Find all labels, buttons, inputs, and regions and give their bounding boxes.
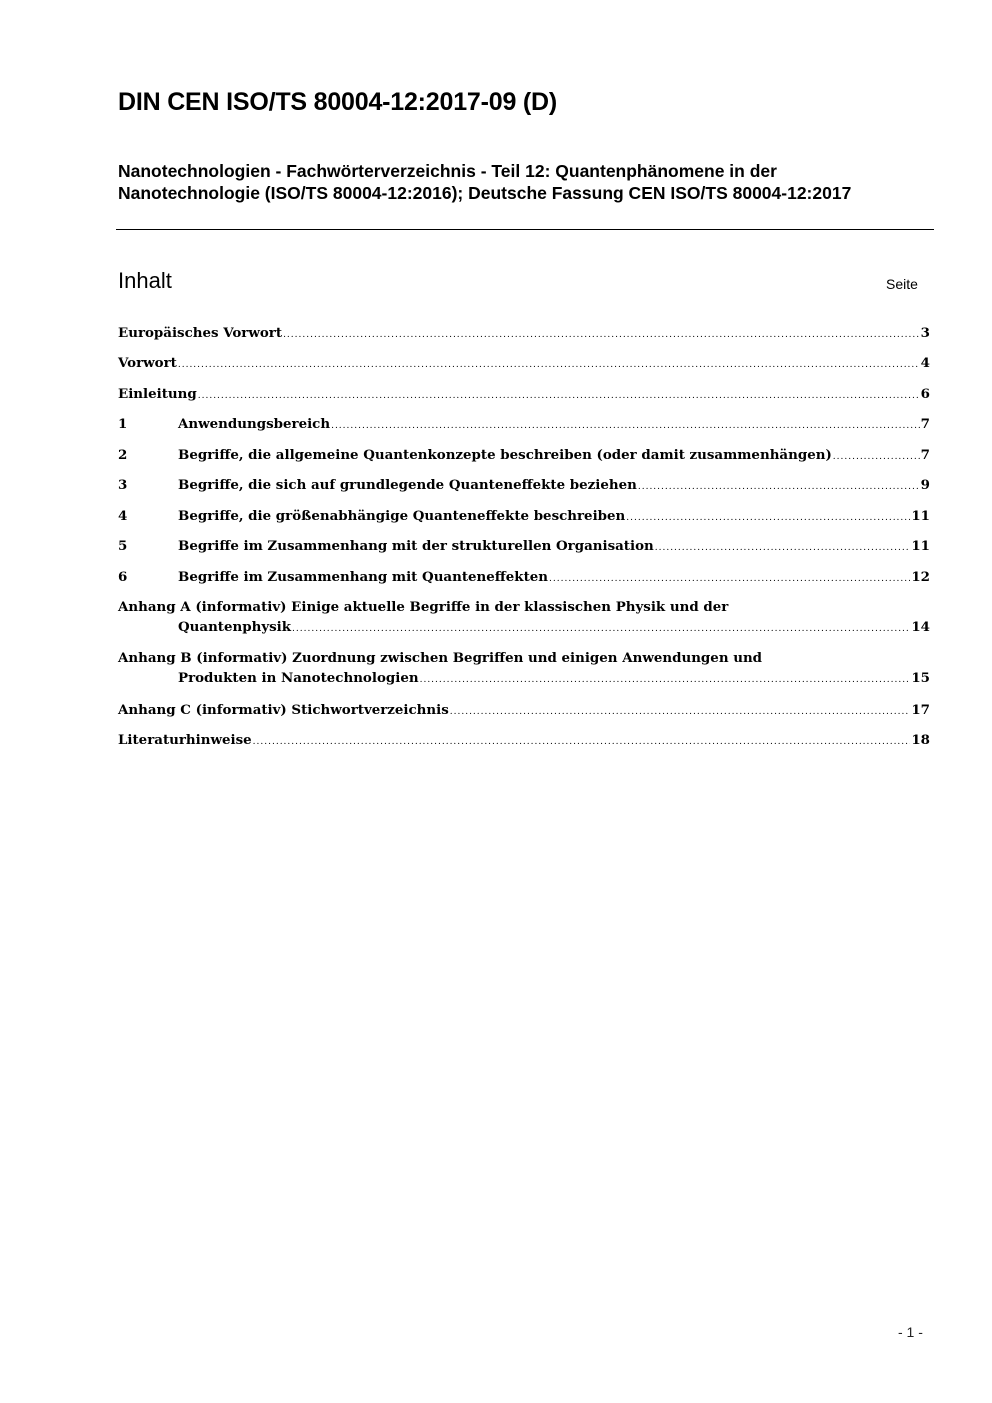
toc-entry-section-5[interactable] xyxy=(118,538,930,558)
toc-entry-title-line1: Anhang A (informativ) Einige aktuelle Begriffe in der klassischen Physik und der xyxy=(118,599,729,615)
dot-leader xyxy=(450,707,911,717)
toc-entry-anhang-b[interactable] xyxy=(118,650,930,690)
toc-entry-title: Begriffe, die größenabhängige Quanteneffekte beschreiben xyxy=(178,508,626,524)
document-title: DIN CEN ISO/TS 80004-12:2017-09 (D) xyxy=(118,88,558,116)
title-divider xyxy=(116,229,934,230)
toc-entry-title: Vorwort xyxy=(118,355,177,371)
toc-entry-page: 7 xyxy=(920,447,930,463)
toc-entry-page: 11 xyxy=(911,538,930,554)
toc-entry-title-line1: Anhang B (informativ) Zuordnung zwischen Begriffen und einigen Anwendungen und xyxy=(118,650,763,666)
dot-leader xyxy=(283,330,920,340)
toc-entry-section-3[interactable] xyxy=(118,477,930,497)
toc-entry-europaeisches-vorwort[interactable] xyxy=(118,325,930,345)
dot-leader xyxy=(198,391,920,401)
toc-entry-title: Begriffe im Zusammenhang mit Quanteneffekten xyxy=(178,569,549,585)
toc-entry-page: 4 xyxy=(920,355,930,371)
page-number: - 1 - xyxy=(898,1324,923,1340)
toc-entry-number: 2 xyxy=(118,447,128,463)
toc-entry-number: 3 xyxy=(118,477,128,493)
toc-entry-number: 6 xyxy=(118,569,128,585)
toc-entry-section-1[interactable] xyxy=(118,416,930,436)
toc-entry-page: 9 xyxy=(920,477,930,493)
toc-entry-title-line2: Quantenphysik xyxy=(178,619,292,635)
toc-entry-title-line2: Produkten in Nanotechnologien xyxy=(178,670,419,686)
dot-leader xyxy=(292,624,910,634)
toc-entry-section-2[interactable] xyxy=(118,447,930,467)
dot-leader xyxy=(626,513,910,523)
toc-entry-anhang-a[interactable] xyxy=(118,599,930,639)
toc-entry-title: Anwendungsbereich xyxy=(178,416,331,432)
toc-entry-page: 18 xyxy=(911,732,930,748)
toc-entry-page: 12 xyxy=(911,569,930,585)
toc-entry-page: 3 xyxy=(920,325,930,341)
toc-entry-vorwort[interactable] xyxy=(118,355,930,375)
toc-entry-title: Begriffe im Zusammenhang mit der strukturellen Organisation xyxy=(178,538,654,554)
toc-entry-section-4[interactable] xyxy=(118,508,930,528)
toc-entry-title: Begriffe, die allgemeine Quantenkonzepte beschreiben (oder damit zusammenhängen) xyxy=(178,447,832,463)
toc-entry-page: 14 xyxy=(911,619,930,635)
toc-entry-page: 17 xyxy=(911,702,930,718)
toc-entry-page: 15 xyxy=(911,670,930,686)
toc-entry-literaturhinweise[interactable] xyxy=(118,732,930,752)
toc-entry-number: 4 xyxy=(118,508,128,524)
dot-leader xyxy=(655,543,911,553)
toc-entry-title: Begriffe, die sich auf grundlegende Quanteneffekte beziehen xyxy=(178,477,637,493)
toc-entry-anhang-c[interactable] xyxy=(118,702,930,722)
toc-entry-title: Anhang C (informativ) Stichwortverzeichnis xyxy=(118,702,449,718)
toc-entry-number: 5 xyxy=(118,538,128,554)
dot-leader xyxy=(331,421,920,431)
toc-entry-title: Europäisches Vorwort xyxy=(118,325,283,341)
toc-entry-page: 6 xyxy=(920,386,930,402)
toc-entry-page: 7 xyxy=(920,416,930,432)
dot-leader xyxy=(549,574,910,584)
dot-leader xyxy=(833,452,920,462)
dot-leader xyxy=(178,360,920,370)
dot-leader xyxy=(253,737,911,747)
toc-entry-title: Literaturhinweise xyxy=(118,732,252,748)
document-subtitle: Nanotechnologien - Fachwörterverzeichnis - Teil 12: Quantenphänomene in der Nanotechnologie (ISO/TS 80004-12:2016); Deutsche Fassung CEN ISO/TS 80004-12:2017 xyxy=(118,161,852,203)
toc-page-label: Seite xyxy=(886,276,918,292)
toc-entry-number: 1 xyxy=(118,416,128,432)
dot-leader xyxy=(638,482,920,492)
toc-entry-section-6[interactable] xyxy=(118,569,930,589)
toc-entry-einleitung[interactable] xyxy=(118,386,930,406)
toc-entry-page: 11 xyxy=(911,508,930,524)
toc-entry-title: Einleitung xyxy=(118,386,197,402)
dot-leader xyxy=(420,675,911,685)
toc-heading: Inhalt xyxy=(118,268,172,293)
